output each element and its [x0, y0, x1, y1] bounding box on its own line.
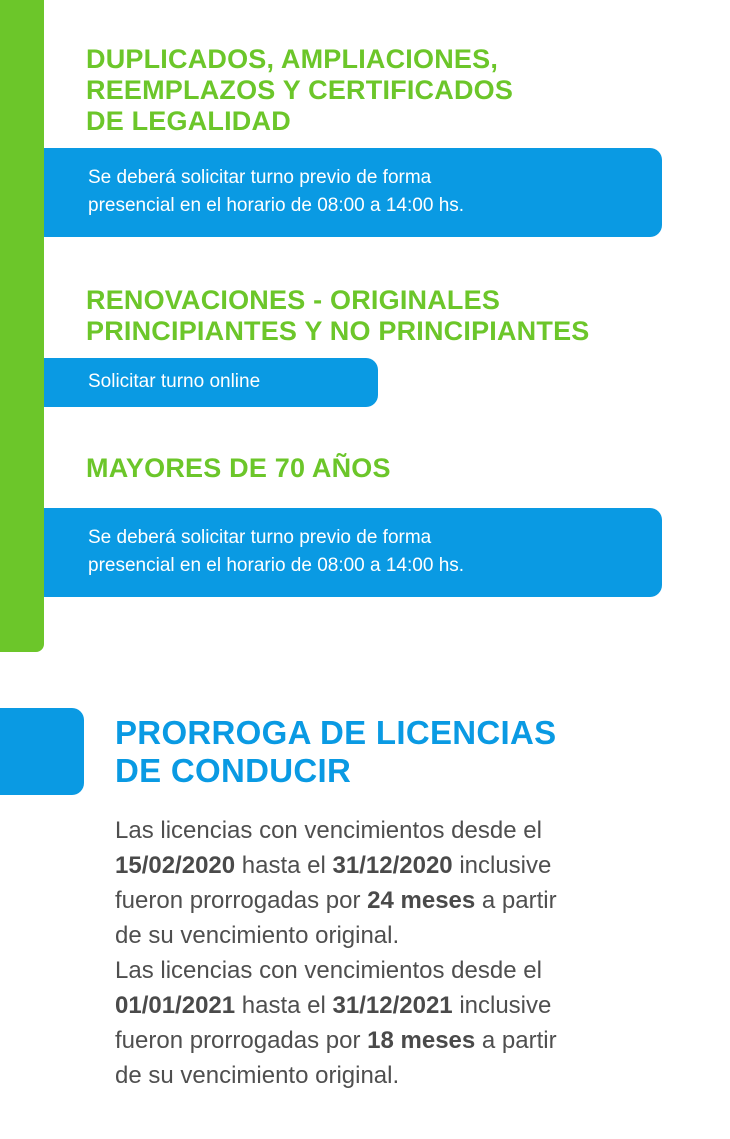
- title-line: MAYORES DE 70 AÑOS: [86, 453, 391, 483]
- a-partir-text: a partir: [475, 1027, 557, 1054]
- title-line: PRINCIPIANTES Y NO PRINCIPIANTES: [86, 316, 590, 346]
- hasta-text: hasta el: [235, 992, 333, 1019]
- paragraph-line: de su vencimiento original.: [115, 922, 400, 949]
- title-line: DE CONDUCIR: [115, 752, 352, 789]
- green-accent-bar: [0, 0, 44, 652]
- title-line: PRORROGA DE LICENCIAS: [115, 714, 557, 751]
- paragraph-line: de su vencimiento original.: [115, 1062, 400, 1089]
- prorroga-paragraph-2021: [115, 953, 557, 1093]
- prorrogadas-text: fueron prorrogadas por: [115, 1027, 368, 1054]
- title-line: REEMPLAZOS Y CERTIFICADOS: [86, 75, 514, 105]
- paragraph-line: [115, 848, 557, 883]
- info-line: presencial en el horario de 08:00 a 14:00 hs.: [88, 195, 465, 216]
- info-line: Se deberá solicitar turno previo de forma: [88, 527, 432, 548]
- info-box-duplicados: [44, 148, 662, 237]
- a-partir-text: a partir: [475, 887, 557, 914]
- prorroga-title: [115, 714, 556, 790]
- date-from: 01/01/2021: [115, 992, 236, 1019]
- blue-accent-tab: [0, 708, 84, 795]
- hasta-text: hasta el: [235, 852, 333, 879]
- info-box-mayores-70: [44, 508, 662, 597]
- date-to: 31/12/2020: [332, 852, 453, 879]
- paragraph-line: Las licencias con vencimientos desde el: [115, 817, 542, 844]
- paragraph-line: [115, 1023, 557, 1058]
- paragraph-line: [115, 988, 557, 1023]
- button-label: Solicitar turno online: [88, 371, 261, 392]
- title-line: RENOVACIONES - ORIGINALES: [86, 285, 501, 315]
- section-title-mayores-70: [86, 453, 391, 484]
- date-to: 31/12/2021: [332, 992, 453, 1019]
- section-title-renovaciones: [86, 285, 590, 347]
- solicitar-turno-online-button[interactable]: [44, 358, 378, 407]
- months-extension: 18 meses: [367, 1027, 476, 1054]
- months-extension: 24 meses: [367, 887, 476, 914]
- title-line: DE LEGALIDAD: [86, 106, 291, 136]
- date-from: 15/02/2020: [115, 852, 236, 879]
- prorroga-paragraph-2020: [115, 813, 557, 953]
- inclusive-text: inclusive: [452, 992, 552, 1019]
- section-title-duplicados: [86, 44, 513, 137]
- inclusive-text: inclusive: [452, 852, 552, 879]
- title-line: DUPLICADOS, AMPLIACIONES,: [86, 44, 499, 74]
- paragraph-line: Las licencias con vencimientos desde el: [115, 957, 542, 984]
- paragraph-line: [115, 883, 557, 918]
- info-line: Se deberá solicitar turno previo de forma: [88, 167, 432, 188]
- info-line: presencial en el horario de 08:00 a 14:00 hs.: [88, 555, 465, 576]
- prorrogadas-text: fueron prorrogadas por: [115, 887, 368, 914]
